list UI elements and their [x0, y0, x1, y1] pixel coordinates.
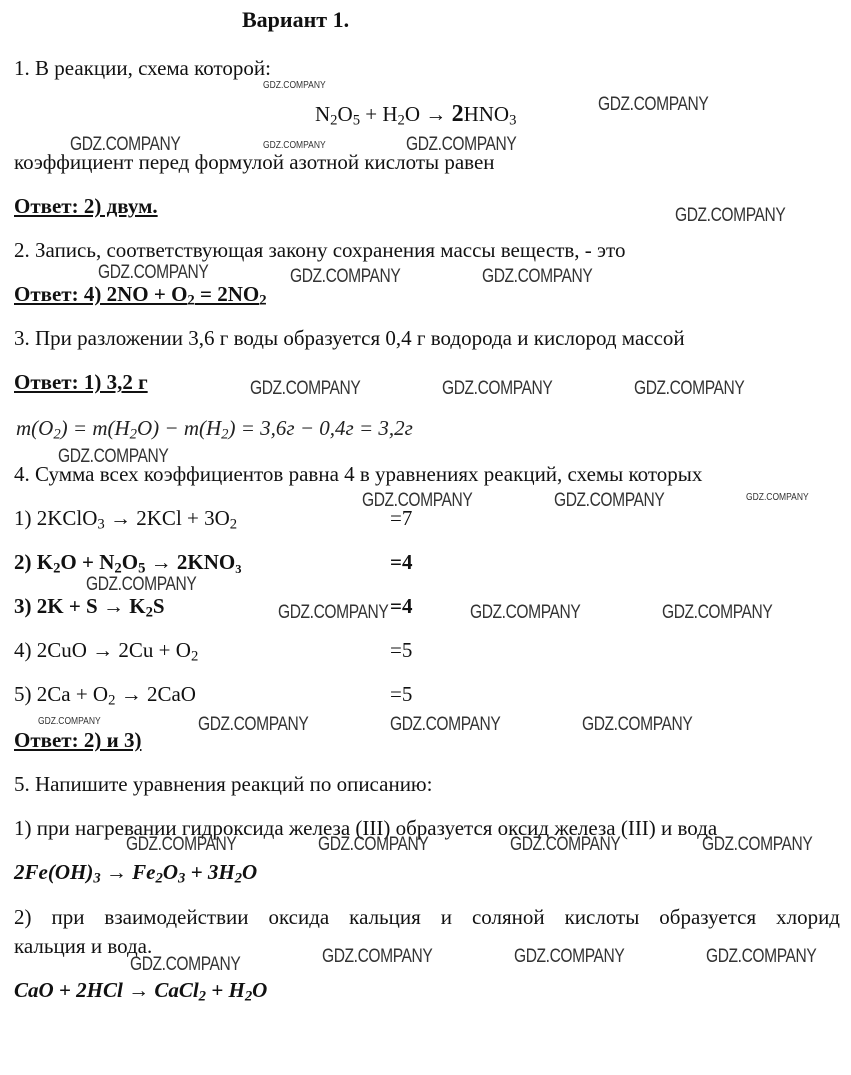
coefficient-sum: =4: [390, 594, 413, 618]
watermark: GDZ.COMPANY: [470, 602, 581, 623]
question-1-text-continued: коэффициент перед формулой азотной кислоты равен: [14, 150, 495, 174]
watermark: GDZ.COMPANY: [514, 946, 625, 967]
watermark: GDZ.COMPANY: [290, 266, 401, 287]
watermark: GDZ.COMPANY: [70, 134, 181, 155]
watermark: GDZ.COMPANY: [390, 714, 501, 735]
watermark: GDZ.COMPANY: [482, 266, 593, 287]
description-1: 1) при нагревании гидроксида железа (III) образуется оксид железа (III) и вода: [14, 816, 718, 840]
question-4-text: 4. Сумма всех коэффициентов равна 4 в уравнениях реакций, схемы которых: [14, 462, 703, 486]
question-3-text: 3. При разложении 3,6 г воды образуется 0,4 г водорода и кислород массой: [14, 326, 685, 350]
watermark: GDZ.COMPANY: [38, 716, 101, 727]
watermark: GDZ.COMPANY: [706, 946, 817, 967]
watermark: GDZ.COMPANY: [263, 140, 326, 151]
watermark: GDZ.COMPANY: [362, 490, 473, 511]
question-1-equation: $N_2O_5 + H_2O \to 2HNO_3$: [315, 101, 517, 129]
watermark: GDZ.COMPANY: [554, 490, 665, 511]
watermark: GDZ.COMPANY: [406, 134, 517, 155]
question-2-text: 2. Запись, соответствующая закону сохранения массы веществ, - это: [14, 238, 626, 262]
description-2-continued: кальция и вода.: [14, 934, 153, 958]
watermark: GDZ.COMPANY: [675, 205, 786, 226]
reaction-item: 1) 2KClO$_3$ → $2KCl + 3O_2$: [14, 506, 238, 533]
watermark: GDZ.COMPANY: [278, 602, 389, 623]
watermark: GDZ.COMPANY: [322, 946, 433, 967]
coefficient-sum: =5: [390, 682, 413, 706]
question-3-formula: $m(O_2) = m(H_2O) - m(H_2) = 3,6г - 0,4г = 3,2г$: [16, 416, 413, 443]
watermark: GDZ.COMPANY: [86, 574, 197, 595]
watermark: GDZ.COMPANY: [662, 602, 773, 623]
equation-2: CaO + 2HCl → CaCl$_2$ + $H_2O$: [14, 978, 268, 1005]
watermark: GDZ.COMPANY: [318, 834, 429, 855]
reaction-item: 3) $2K + S \to K_2S$: [14, 594, 165, 621]
watermark: GDZ.COMPANY: [58, 446, 169, 467]
watermark: GDZ.COMPANY: [98, 262, 209, 283]
question-1-text: 1. В реакции, схема которой:: [14, 56, 271, 80]
watermark: GDZ.COMPANY: [130, 954, 241, 975]
watermark: GDZ.COMPANY: [442, 378, 553, 399]
question-1-answer: Ответ: 2) двум.: [14, 194, 158, 218]
question-2-answer: Ответ: 4) $2NO + O_2 = 2NO_2$: [14, 282, 267, 309]
watermark: GDZ.COMPANY: [582, 714, 693, 735]
watermark: GDZ.COMPANY: [702, 834, 813, 855]
watermark: GDZ.COMPANY: [198, 714, 309, 735]
coefficient-sum: =7: [390, 506, 413, 530]
coefficient-sum: =5: [390, 638, 413, 662]
watermark: GDZ.COMPANY: [263, 80, 326, 91]
watermark: GDZ.COMPANY: [250, 378, 361, 399]
reaction-item: 4) $2CuO \to 2Cu + O_2$: [14, 638, 199, 665]
equation-1: $2Fe(OH)_3 \to Fe_2O_3 + 3H_2O$: [14, 860, 258, 887]
reaction-item: 2) $K_2O + N_2O_5 \to 2KNO_3$: [14, 550, 242, 577]
watermark: GDZ.COMPANY: [510, 834, 621, 855]
watermark: GDZ.COMPANY: [598, 94, 709, 115]
watermark: GDZ.COMPANY: [746, 492, 809, 503]
page-title: Вариант 1.: [242, 7, 350, 32]
description-2: 2) при взаимодействии оксида кальция и соляной кислоты образуется хлорид: [14, 905, 840, 929]
watermark: GDZ.COMPANY: [126, 834, 237, 855]
reaction-item: 5) $2Ca + O_2 \to 2CaO$: [14, 682, 196, 709]
question-4-answer: Ответ: 2) и 3): [14, 728, 142, 752]
question-3-answer: Ответ: 1) 3,2 г: [14, 370, 148, 394]
coefficient-sum: =4: [390, 550, 413, 574]
question-5-text: 5. Напишите уравнения реакций по описанию:: [14, 772, 433, 796]
watermark: GDZ.COMPANY: [634, 378, 745, 399]
